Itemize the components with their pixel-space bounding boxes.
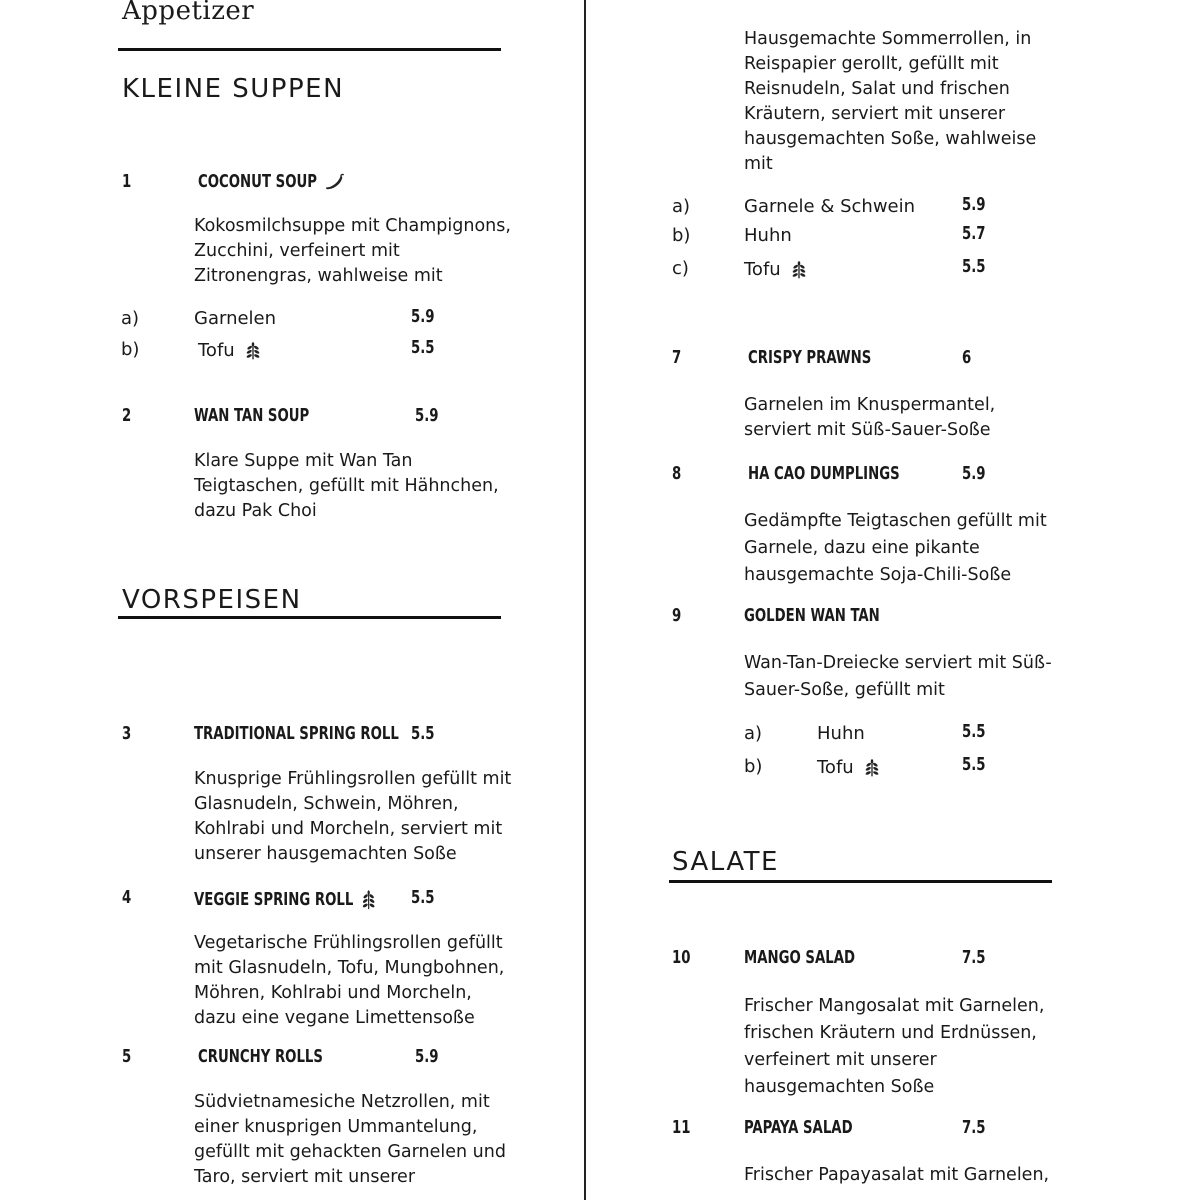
item-number: 4 [122,887,132,908]
item-name: CRUNCHY ROLLS [198,1046,323,1067]
desc-line: Garnele, dazu eine pikante [744,538,980,558]
section-rule [118,616,501,619]
item-price: 5.9 [415,1046,439,1067]
section-vorspeisen: VORSPEISEN [122,585,302,615]
item-price: 5.5 [411,887,435,908]
desc-line: Zucchini, verfeinert mit [194,241,400,261]
desc-line: serviert mit Süß-Sauer-Soße [744,420,991,440]
desc-line: Klare Suppe mit Wan Tan [194,451,413,471]
option-label: Huhn [817,723,865,744]
page-heading: Appetizer [122,0,255,26]
option-label-text: Tofu [198,340,235,361]
item-name: HA CAO DUMPLINGS [748,463,900,484]
item-name-text: COCONUT SOUP [198,171,318,192]
option-label [198,341,263,361]
leaf-icon [360,889,378,911]
item-price: 5.5 [411,723,435,744]
section-rule [669,880,1052,883]
desc-line: verfeinert mit unserer [744,1050,937,1070]
desc-line: Garnelen im Knuspermantel, [744,395,996,415]
item-name-text: VEGGIE SPRING ROLL [194,889,354,910]
section-kleine-suppen: KLEINE SUPPEN [122,74,345,104]
option-label-text: Tofu [817,757,854,778]
desc-line: mit Glasnudeln, Tofu, Mungbohnen, [194,958,505,978]
desc-line: Kokosmilchsuppe mit Champignons, [194,216,511,236]
option-key: a) [744,723,763,744]
option-price: 5.7 [962,223,986,244]
option-label [744,260,809,280]
desc-line: hausgemachten Soße, wahlweise [744,129,1037,149]
desc-line: Taro, serviert mit unserer [194,1167,416,1187]
desc-line: Südvietnamesiche Netzrollen, mit [194,1092,490,1112]
desc-line: Glasnudeln, Schwein, Möhren, [194,794,459,814]
item-price: 5.9 [415,405,439,426]
item-name: MANGO SALAD [744,947,856,968]
option-label: Huhn [744,225,792,246]
desc-line: Knusprige Frühlingsrollen gefüllt mit [194,769,512,789]
option-price: 5.5 [411,337,435,358]
item-name [194,889,378,911]
desc-line: Wan-Tan-Dreiecke serviert mit Süß- [744,653,1052,673]
option-key: b) [672,225,691,246]
item-price: 7.5 [962,1117,986,1138]
leaf-icon [789,260,809,280]
option-price: 5.5 [962,256,986,277]
desc-line: hausgemachten Soße [744,1077,935,1097]
desc-line: Vegetarische Frühlingsrollen gefüllt [194,933,503,953]
item-description [194,767,511,867]
item-description [744,508,1047,589]
option-label [817,758,882,778]
item-description [744,27,1036,177]
desc-line: frischen Kräutern und Erdnüssen, [744,1023,1037,1043]
desc-line: dazu eine vegane Limettensoße [194,1008,475,1028]
option-key: c) [672,258,689,279]
item-description [744,993,1044,1101]
section-salate: SALATE [672,847,779,877]
item-name: WAN TAN SOUP [194,405,310,426]
item-number: 2 [122,405,132,426]
item-name: GOLDEN WAN TAN [744,605,880,626]
chili-icon [324,173,345,191]
desc-line: Frischer Papayasalat mit Garnelen, [744,1165,1050,1185]
item-price: 5.9 [962,463,986,484]
option-price: 5.9 [411,306,435,327]
desc-line: unserer hausgemachten Soße [194,844,457,864]
option-price: 5.5 [962,754,986,775]
option-key: a) [672,196,691,217]
item-description [744,1163,1049,1188]
item-number: 1 [122,171,132,192]
item-number: 8 [672,463,682,484]
option-price: 5.5 [962,721,986,742]
desc-line: gefüllt mit gehackten Garnelen und [194,1142,506,1162]
item-description [194,214,511,289]
column-divider [584,0,586,1200]
item-name [198,173,345,191]
item-name: TRADITIONAL SPRING ROLL [194,723,399,744]
option-key: a) [121,308,140,329]
desc-line: Zitronengras, wahlweise mit [194,266,443,286]
item-number: 11 [672,1117,691,1138]
item-description [194,931,504,1031]
item-price: 7.5 [962,947,986,968]
item-price: 6 [962,347,972,368]
desc-line: mit [744,154,773,174]
leaf-icon [862,758,882,778]
desc-line: Kohlrabi und Morcheln, serviert mit [194,819,503,839]
item-description [744,393,995,443]
item-description [194,1090,506,1190]
desc-line: einer knusprigen Ummantelung, [194,1117,478,1137]
desc-line: Sauer-Soße, gefüllt mit [744,680,945,700]
option-key: b) [121,339,140,360]
desc-line: Reisnudeln, Salat und frischen [744,79,1010,99]
leaf-icon [243,341,263,361]
desc-line: Hausgemachte Sommerrollen, in [744,29,1032,49]
option-price: 5.9 [962,194,986,215]
item-number: 3 [122,723,132,744]
item-name: CRISPY PRAWNS [748,347,872,368]
desc-line: Reispapier gerollt, gefüllt mit [744,54,999,74]
desc-line: hausgemachte Soja-Chili-Soße [744,565,1012,585]
option-key: b) [744,756,763,777]
desc-line: Frischer Mangosalat mit Garnelen, [744,996,1045,1016]
item-description [194,449,499,524]
item-number: 10 [672,947,691,968]
item-description [744,650,1052,704]
desc-line: dazu Pak Choi [194,501,317,521]
option-label: Garnele & Schwein [744,196,916,217]
option-label: Garnelen [194,308,277,329]
item-number: 7 [672,347,682,368]
item-name: PAPAYA SALAD [744,1117,853,1138]
desc-line: Kräutern, serviert mit unserer [744,104,1006,124]
option-label-text: Tofu [744,259,781,280]
desc-line: Gedämpfte Teigtaschen gefüllt mit [744,511,1047,531]
heading-rule [118,48,501,51]
item-number: 9 [672,605,682,626]
desc-line: Möhren, Kohlrabi und Morcheln, [194,983,472,1003]
item-number: 5 [122,1046,132,1067]
desc-line: Teigtaschen, gefüllt mit Hähnchen, [194,476,499,496]
